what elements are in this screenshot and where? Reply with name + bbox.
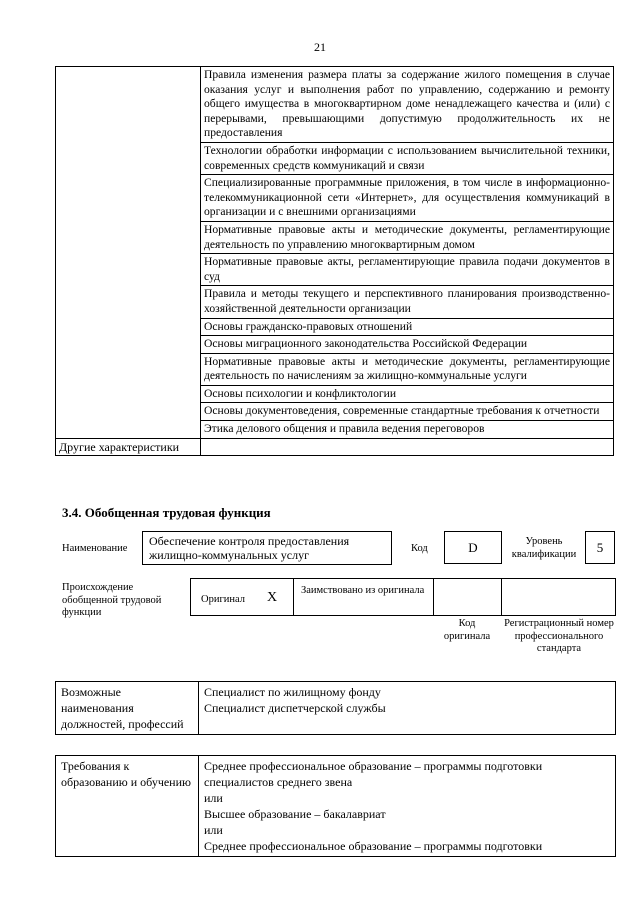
positions-table — [55, 681, 616, 735]
original-label: Оригинал — [201, 594, 245, 605]
education-line: Высшее образование – бакалавриат — [204, 807, 386, 821]
education-label: Требования к образованию и обучению — [56, 756, 199, 857]
original-mark: X — [267, 590, 278, 605]
knowledge-item: Технологии обработки информации с использованием вычислительной техники, современных средств коммуникаций и связи — [201, 142, 614, 174]
origin-table — [190, 578, 616, 616]
knowledge-label-cell — [56, 67, 201, 439]
position-item: Специалист по жилищному фонду — [204, 685, 381, 699]
cell-divider — [501, 579, 502, 615]
knowledge-item: Основы миграционного законодательства Российской Федерации — [201, 336, 614, 354]
education-line: или — [204, 823, 223, 837]
cell-divider — [293, 579, 294, 615]
education-line: Среднее профессиональное образование – программы подготовки — [204, 839, 543, 853]
name-label: Наименование — [62, 543, 128, 554]
knowledge-item: Нормативные правовые акты и методические документы, регламентирующие деятельность по управлению многоквартирным домом — [201, 221, 614, 253]
knowledge-item: Основы документоведения, современные стандартные требования к отчетности — [201, 403, 614, 421]
positions-label: Возможные наименования должностей, профессий — [56, 682, 199, 735]
knowledge-item: Правила и методы текущего и перспективного планирования производственно-хозяйственной деятельности организации — [201, 286, 614, 318]
knowledge-table — [55, 66, 614, 456]
original-code-label: Код оригинала — [443, 618, 491, 642]
code-label: Код — [411, 543, 428, 554]
knowledge-item: Нормативные правовые акты, регламентирующие правила подачи документов в суд — [201, 254, 614, 286]
page-number: 21 — [314, 40, 326, 54]
other-characteristics-label: Другие характеристики — [56, 438, 201, 455]
positions-list — [199, 682, 616, 735]
position-item: Специалист диспетчерской службы — [204, 701, 386, 715]
knowledge-item: Основы психологии и конфликтологии — [201, 385, 614, 403]
education-table — [55, 755, 616, 857]
knowledge-item: Нормативные правовые акты и методические документы, регламентирующие деятельность по начислениям за жилищно-коммунальные услуги — [201, 353, 614, 385]
qualification-level-field: 5 — [585, 531, 615, 564]
education-line: или — [204, 791, 223, 805]
knowledge-item: Этика делового общения и правила ведения переговоров — [201, 421, 614, 439]
borrowed-label: Заимствовано из оригинала — [301, 585, 425, 596]
function-name-field: Обеспечение контроля предоставления жилищно-коммунальных услуг — [142, 531, 392, 565]
code-field: D — [444, 531, 502, 564]
other-characteristics-value — [201, 438, 614, 455]
knowledge-item: Основы гражданско-правовых отношений — [201, 318, 614, 336]
registration-number-label: Регистрационный номер профессионального стандарта — [504, 618, 614, 654]
cell-divider — [433, 579, 434, 615]
knowledge-item: Специализированные программные приложения, в том числе в информационно-телекоммуникационной сети «Интернет», для осуществления коммуникаций в организации и с внешними организациями — [201, 175, 614, 222]
origin-label: Происхождение обобщенной трудовой функции — [62, 582, 162, 618]
section-heading: 3.4. Обобщенная трудовая функция — [62, 505, 271, 520]
education-line: Среднее профессиональное образование – программы подготовки специалистов среднего звена — [204, 759, 543, 789]
qualification-level-label: Уровень квалификации — [511, 536, 577, 560]
education-list — [199, 756, 616, 857]
knowledge-item: Правила изменения размера платы за содержание жилого помещения в случае оказания услуг и выполнения работ по управлению, содержанию и ремонту общего имущества в многоквартирном доме ненадлежащего качества и (или) с перерывами, превышающими допустимую продолжительность их не предоставления — [201, 67, 614, 143]
